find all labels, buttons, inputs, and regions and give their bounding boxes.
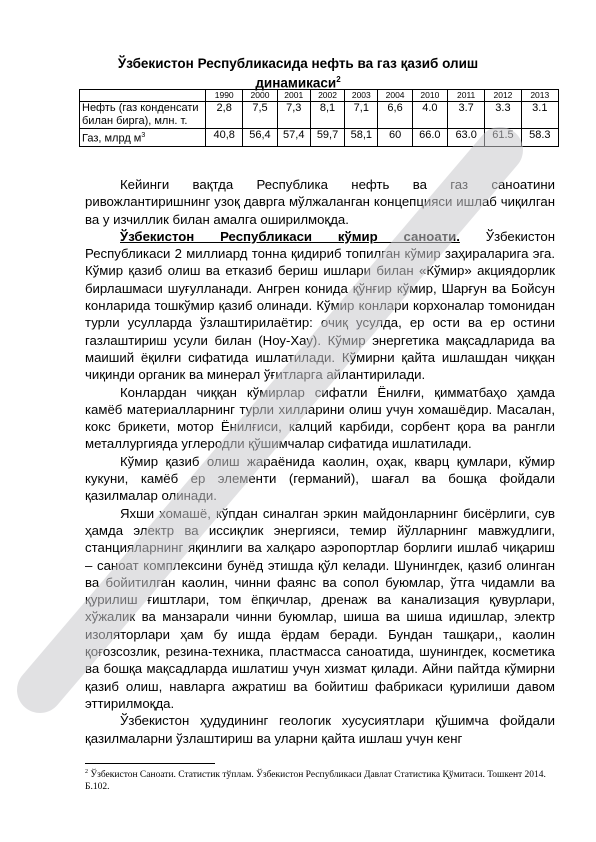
- table-cell: 7,1: [345, 102, 378, 129]
- table-cell: 60: [378, 129, 412, 147]
- footnote-divider: [85, 763, 215, 764]
- production-table: [79, 89, 559, 147]
- table-cell: 6,6: [378, 102, 412, 129]
- table-cell: 3.3: [485, 102, 521, 129]
- table-cell: 7,3: [277, 102, 310, 129]
- table-row-oil: [80, 102, 559, 129]
- year-cell: 2001: [277, 90, 310, 102]
- table-corner-cell: [80, 90, 206, 102]
- year-cell: 2004: [378, 90, 412, 102]
- table-cell: 61.5: [485, 129, 521, 147]
- row-label-gas: [80, 129, 206, 147]
- title-line-1: Ўзбекистон Республикасида нефть ва газ қазиб олиш: [117, 56, 479, 71]
- footnote: [85, 766, 555, 793]
- table-cell: 3.1: [521, 102, 558, 129]
- paragraph: Конлардан чиққан кўмирлар сифатли Ёнилғи, қимматбаҳо ҳамда камёб материалларнинг турли хилларини олиш учун хомашёдир. Масалан, кокс брикети, мотор Ёнилғиси, калций карбиди, сорбент қора ва рангли металлургияда углеродли қўшимчалар сифатида ишлатилади.: [85, 384, 555, 452]
- paragraph-coal-industry: [85, 228, 555, 384]
- table-cell: 63.0: [448, 129, 485, 147]
- table-row-gas: [80, 129, 559, 147]
- footnote-number: 2: [85, 769, 88, 775]
- year-cell: 2010: [412, 90, 447, 102]
- year-cell: 1990: [206, 90, 243, 102]
- table-header-row: [80, 90, 559, 102]
- footnote-text: Ўзбекистон Саноати. Статистик тўплам. Ўзбекистон Республикаси Давлат Статистика Қўмитаси. Тошкент 2014. Б.102.: [85, 770, 546, 793]
- table-cell: 59,7: [310, 129, 344, 147]
- table-cell: 8,1: [310, 102, 344, 129]
- table-cell: 4.0: [412, 102, 447, 129]
- unit-superscript: 3: [141, 132, 146, 139]
- row-label-gas-text: Газ, млрд м: [82, 132, 142, 145]
- body-text: [85, 176, 555, 747]
- paragraph: Яхши хомашё, кўпдан синалган эркин майдонларнинг бисёрлиги, сув ҳамда электр ва иссиқлик энергияси, темир йўлларнинг мавжудлиги, станцияларнинг яқинлиги ва халқаро аэропортлар борлиги ишлаб чиқариш – саноат комплексини бунёд этишда қўл келади. Шунингдек, қазиб олинган ва бойитилган каолин, чинни фаянс ва сопол буюмлар, ўтга чидамли ва қурилиш ғиштлари, том ёпқичлар, дренаж ва канализация қувурлари, хўжалик ва манзарали чинни буюмлар, шиша ва шиша идишлар, электр изоляторлари ҳам бу ишда ёрдам беради. Бундан ташқари,, каолин қоғозсозлик, резина-техника, пластмасса саноатида, шунингдек, косметика ва бошқа мақсадларда ишлатиш учун хизмат қилади. Айни пайтда кўмирни қазиб олиш, навларга ажратиш ва бойитиш фабрикаси қурилиши давом эттирилмоқда.: [85, 505, 555, 711]
- table-cell: 66.0: [412, 129, 447, 147]
- page-title: [80, 56, 516, 92]
- table-cell: 2,8: [206, 102, 243, 129]
- year-cell: 2013: [521, 90, 558, 102]
- paragraph-text: Ўзбекистон Республикаси 2 миллиард тонна қидириб топилган кўмир заҳираларига эга. Кўмир қазиб олиш ва етказиб бериш ишлари билан «Кўмир» акциядорлик бирлашмаси шуғулланади. Ангрен конида қўнғир кўмир, Шарғун ва Бойсун конларида тошкўмир қазиб олинади. Кўмир конлари корхоналар томонидан турли усулларда ўзлаштирилаётир: очиқ усулда, ер ости ва ер остини газлаштириш усули билан (Ноу-Хау). Кўмир энергетика мақсадларида ва маиший ёқилғи сифатида ишлатилади. Кўмирни қайта ишлашдан чиққан чиқинди органик ва минерал ўғитларга айлантирилади.: [85, 228, 555, 383]
- year-cell: 2002: [310, 90, 344, 102]
- table-cell: 57,4: [277, 129, 310, 147]
- year-cell: 2000: [243, 90, 277, 102]
- table-cell: 58.3: [521, 129, 558, 147]
- table-cell: 56,4: [243, 129, 277, 147]
- section-heading: Ўзбекистон Республикаси кўмир саноати.: [120, 228, 460, 244]
- table-cell: 3.7: [448, 102, 485, 129]
- year-cell: 2003: [345, 90, 378, 102]
- table-cell: 7,5: [243, 102, 277, 129]
- paragraph: Кўмир қазиб олиш жараёнида каолин, оҳак, кварц қумлари, кўмир кукуни, камёб ер элементи (германий), шағал ва бошқа фойдали қазилмалар олинади.: [85, 453, 555, 504]
- year-cell: 2012: [485, 90, 521, 102]
- title-line-2-text: динамикаси: [255, 75, 337, 91]
- year-cell: 2011: [448, 90, 485, 102]
- paragraph: Кейинги вақтда Республика нефть ва газ саноатини ривожлантиришнинг узоқ даврга мўлжаланган концепцияси ишлаб чиқилган ва у изчиллик билан амалга оширилмоқда.: [85, 177, 555, 227]
- paragraph: Ўзбекистон ҳудудининг геологик хусусиятлари қўшимча фойдали қазилмаларни ўзлаштириш ва уларни қайта ишлаш учун кенг: [85, 713, 555, 746]
- row-label-oil: Нефть (газ конденсати билан бирга), млн. т.: [80, 102, 206, 129]
- title-footnote-ref: 2: [336, 75, 341, 84]
- table-cell: 58,1: [345, 129, 378, 147]
- table-cell: 40,8: [206, 129, 243, 147]
